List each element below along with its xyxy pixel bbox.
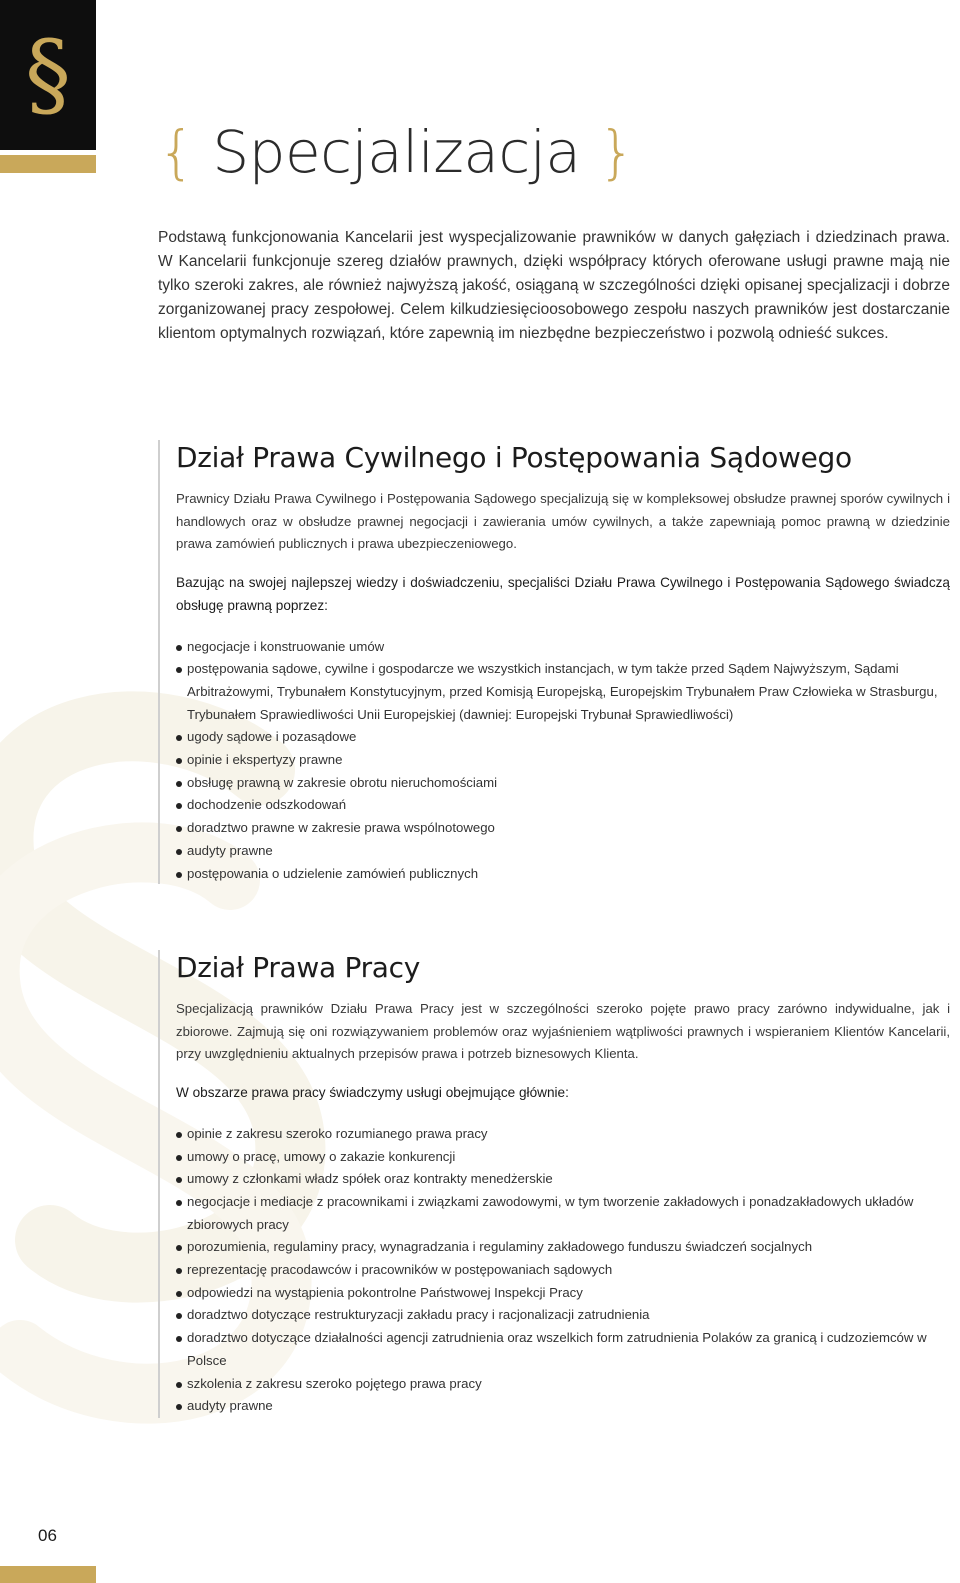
title-open-brace: { — [158, 118, 195, 186]
list-item: postępowania o udzielenie zamówień publicznych — [176, 863, 950, 886]
section-lead: W obszarze prawa pracy świadczymy usługi obejmujące głównie: — [176, 1085, 569, 1101]
list-item: ugody sądowe i pozasądowe — [176, 726, 950, 749]
page-number: 06 — [38, 1526, 57, 1545]
list-item: doradztwo prawne w zakresie prawa wspólnotowego — [176, 817, 950, 840]
list-item: opinie i ekspertyzy prawne — [176, 749, 950, 772]
list-item: doradztwo dotyczące restrukturyzacji zakładu pracy i racjonalizacji zatrudnienia — [176, 1304, 950, 1327]
list-item: negocjacje i konstruowanie umów — [176, 636, 950, 659]
list-item: doradztwo dotyczące działalności agencji zatrudnienia oraz wszelkich form zatrudnienia Polaków za granicą i cudzoziemców w Polsce — [176, 1327, 950, 1372]
title-close-brace: } — [598, 118, 635, 186]
list-item: szkolenia z zakresu szeroko pojętego prawa pracy — [176, 1373, 950, 1396]
list-item: negocjacje i mediacje z pracownikami i związkami zawodowymi, w tym tworzenie zakładowych i ponadzakładowych układów zbiorowych pracy — [176, 1191, 950, 1236]
list-item: audyty prawne — [176, 1395, 950, 1418]
list-item: opinie z zakresu szeroko rozumianego prawa pracy — [176, 1123, 950, 1146]
page-title — [158, 112, 635, 192]
service-list — [176, 1123, 950, 1418]
section-lead: Bazując na swojej najlepszej wiedzy i doświadczeniu, specjaliści Działu Prawa Cywilnego i Postępowania Sądowego świadczą obsługę prawną poprzez: — [176, 575, 950, 613]
list-item: reprezentację pracodawców i pracowników w postępowaniach sądowych — [176, 1259, 950, 1282]
list-item: umowy z członkami władz spółek oraz kontrakty menedżerskie — [176, 1168, 950, 1191]
service-list — [176, 636, 950, 886]
list-item: odpowiedzi na wystąpienia pokontrolne Państwowej Inspekcji Pracy — [176, 1282, 950, 1305]
list-item: porozumienia, regulaminy pracy, wynagradzania i regulaminy zakładowego funduszu świadczeń socjalnych — [176, 1236, 950, 1259]
logo-block — [0, 0, 96, 150]
section-sign-logo-icon: § — [25, 21, 71, 128]
section-civil-law — [158, 440, 950, 884]
list-item: audyty prawne — [176, 840, 950, 863]
list-item: postępowania sądowe, cywilne i gospodarcze we wszystkich instancjach, w tym także przed Sądem Najwyższym, Sądami Arbitrażowymi, Trybunałem Konstytucyjnym, przed Komisją Europejską, Europejskim Trybunałem Praw Człowieka w Strasburgu, Trybunałem Sprawiedliwości Unii Europejskiej (dawniej: Europejski Trybunał Sprawiedliwości) — [176, 658, 950, 726]
list-item: umowy o pracę, umowy o zakazie konkurencji — [176, 1146, 950, 1169]
title-text: Specjalizacja — [212, 118, 581, 186]
list-item: dochodzenie odszkodowań — [176, 794, 950, 817]
gold-accent-bar-top — [0, 155, 96, 173]
gold-accent-bar-bottom — [0, 1566, 96, 1583]
section-title: Dział Prawa Cywilnego i Postępowania Sądowego — [176, 441, 852, 474]
intro-paragraph: Podstawą funkcjonowania Kancelarii jest wyspecjalizowanie prawników w danych gałęziach i dziedzinach prawa. W Kancelarii funkcjonuje szereg działów prawnych, dzięki współpracy których oferowane usługi prawne mają nie tylko szeroki zakres, ale również najwyższą jakość, osiąganą w szczególności dzięki opisanej specjalizacji i dobrze zorganizowanej pracy zespołowej. Celem kilkudziesięcioosobowego zespołu naszych prawników jest dostarczanie klientom optymalnych rozwiązań, które zapewnią im niezbędne bezpieczeństwo i pozwolą odnieść sukces. — [158, 229, 950, 342]
section-description: Prawnicy Działu Prawa Cywilnego i Postępowania Sądowego specjalizują się w kompleksowej obsłudze prawnej sporów cywilnych i handlowych oraz w obsłudze prawnej negocjacji i zawierania umów cywilnych, a także zapewniają pomoc prawną w dziedzinie prawa zamówień publicznych i prawa ubezpieczeniowego. — [176, 491, 950, 552]
list-item: obsługę prawną w zakresie obrotu nieruchomościami — [176, 772, 950, 795]
section-labour-law — [158, 950, 950, 1418]
section-description: Specjalizacją prawników Działu Prawa Pracy jest w szczególności szeroko pojęte prawo pracy zarówno indywidualne, jak i zbiorowe. Zajmują się oni rozwiązywaniem problemów oraz wyjaśnieniem wątpliwości prawnych i wspieraniem Klientów Kancelarii, przy uwzględnieniu aktualnych przepisów prawa i potrzeb biznesowych Klienta. — [176, 1001, 950, 1062]
section-title: Dział Prawa Pracy — [176, 951, 421, 984]
